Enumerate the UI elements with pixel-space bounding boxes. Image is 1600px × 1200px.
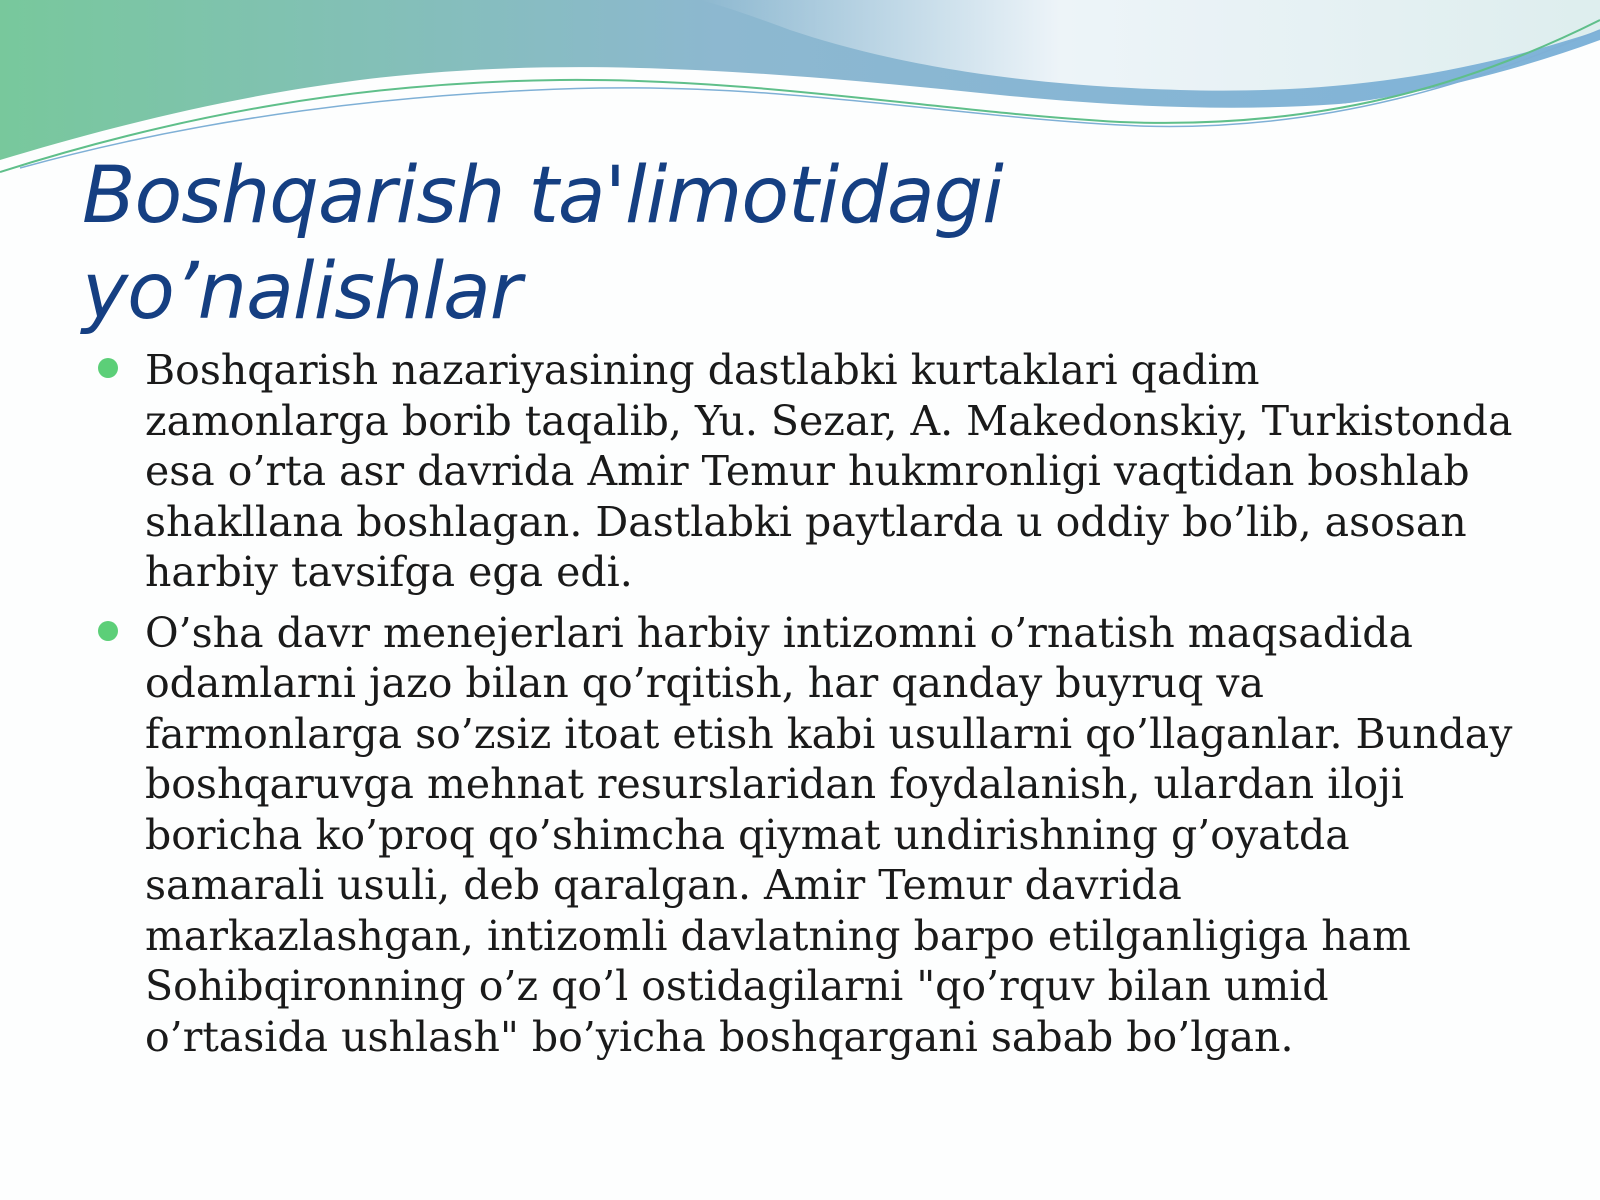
bullet-dot-icon bbox=[98, 358, 118, 378]
bullet-item-2 bbox=[95, 608, 1515, 1063]
bullet-text-1: Boshqarish nazariyasining dastlabki kurtaklari qadim zamonlarga borib taqalib, Yu. Sezar, A. Makedonskiy, Turkistonda esa o’rta asr davrida Amir Temur hukmronligi vaqtidan boshlab shakllana boshlagan. Dastlabki paytlarda u oddiy bo’lib, asosan harbiy tavsifga ega edi. bbox=[145, 346, 1513, 596]
bullet-list bbox=[95, 345, 1515, 1072]
slide-title bbox=[82, 148, 1532, 340]
title-line-1: Boshqarish ta'limotidagi bbox=[82, 151, 1003, 241]
bullet-text-2: O’sha davr menejerlari harbiy intizomni o’rnatish maqsadida odamlarni jazo bilan qo’rqitish, har qanday buyruq va farmonlarga so’zsiz itoat etish kabi usullarni qo’llaganlar. Bunday boshqaruvga mehnat resurslaridan foydalanish, ulardan iloji boricha ko’proq qo’shimcha qiymat undirishning g’oyatda samarali usuli, deb qaralgan. Amir Temur davrida markazlashgan, intizomli davlatning barpo etilganligiga ham Sohibqironning o’z qo’l ostidagilarni "qo’rquv bilan umid o’rtasida ushlash" bo’yicha boshqargani sabab bo’lgan. bbox=[145, 608, 1513, 1061]
bullet-dot-icon bbox=[98, 621, 118, 641]
bullet-item-1 bbox=[95, 345, 1515, 598]
title-line-2: yo’nalishlar bbox=[82, 247, 521, 337]
